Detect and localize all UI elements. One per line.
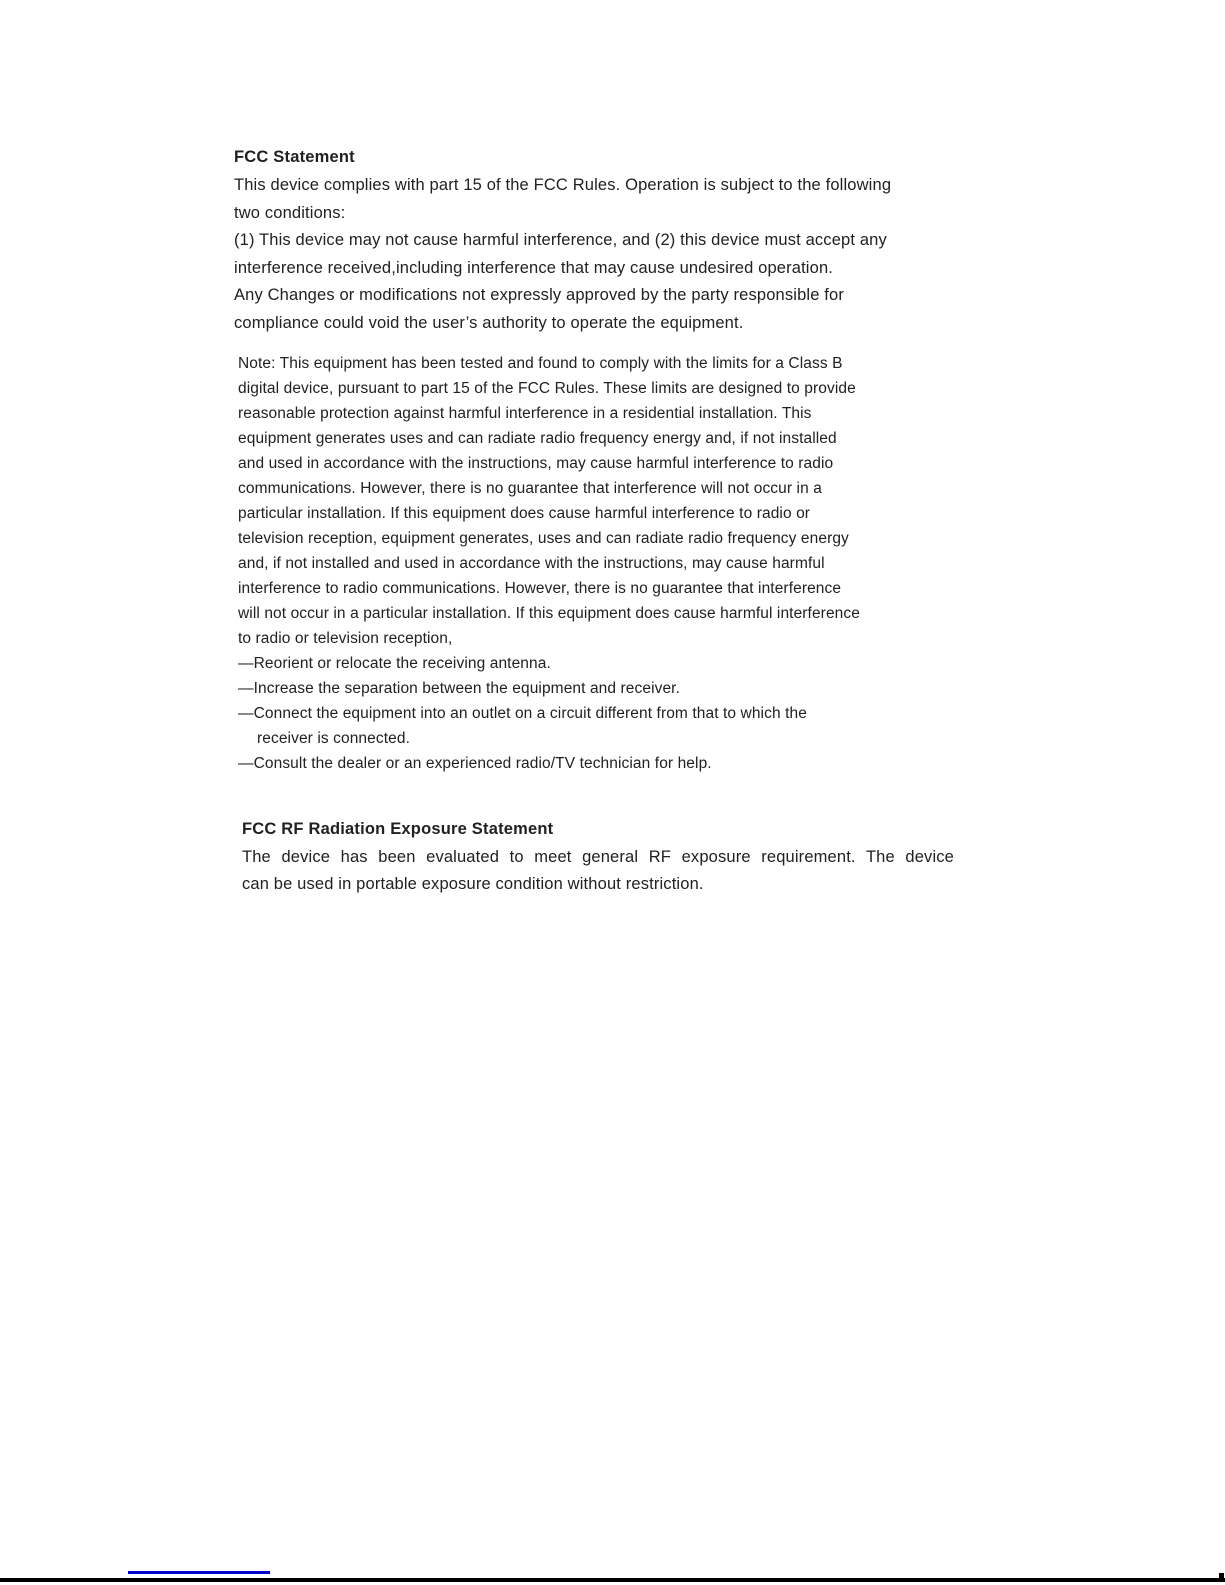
intro-line: This device complies with part 15 of the FCC Rules. Operation is subject to the following	[234, 176, 892, 194]
intro-line: two conditions:	[234, 203, 346, 222]
intro-line: (1) This device may not cause harmful interference, and (2) this device must accept any	[234, 231, 887, 249]
note-line: interference to radio communications. However, there is no guarantee that interference	[238, 580, 842, 597]
remedy-item-continuation: receiver is connected.	[257, 730, 410, 747]
note-line: digital device, pursuant to part 15 of the FCC Rules. These limits are designed to provide	[238, 380, 856, 397]
note-line: television reception, equipment generates, uses and can radiate radio frequency energy	[238, 530, 849, 547]
fcc-statement-heading: FCC Statement	[234, 148, 355, 166]
remedy-item: —Consult the dealer or an experienced radio/TV technician for help.	[238, 755, 712, 772]
note-line: and, if not installed and used in accordance with the instructions, may cause harmful	[238, 555, 825, 572]
interference-remedies-list	[238, 651, 994, 776]
note-line: to radio or television reception,	[238, 630, 453, 647]
rf-body-line: The device has been evaluated to meet general RF exposure requirement. The device	[242, 848, 954, 866]
note-line: equipment generates uses and can radiate radio frequency energy and, if not installed	[238, 430, 837, 447]
note-line: Note: This equipment has been tested and found to comply with the limits for a Class B	[238, 355, 843, 372]
footer-blue-rule	[128, 1571, 270, 1574]
rf-body-line: can be used in portable exposure condition without restriction.	[242, 875, 704, 893]
intro-line: Any Changes or modifications not expressly approved by the party responsible for	[234, 286, 844, 304]
remedy-item: —Connect the equipment into an outlet on a circuit different from that to which the	[238, 705, 807, 722]
remedy-item: —Reorient or relocate the receiving antenna.	[238, 655, 551, 672]
note-line: and used in accordance with the instructions, may cause harmful interference to radio	[238, 455, 834, 472]
fcc-statement-intro	[234, 172, 994, 337]
rf-exposure-body	[242, 844, 954, 898]
note-line: particular installation. If this equipment does cause harmful interference to radio or	[238, 505, 811, 522]
class-b-note	[238, 351, 994, 651]
intro-line: compliance could void the user’s authority to operate the equipment.	[234, 313, 744, 332]
note-line: communications. However, there is no guarantee that interference will not occur in a	[238, 480, 822, 497]
rf-exposure-heading: FCC RF Radiation Exposure Statement	[242, 820, 554, 838]
rf-exposure-section	[242, 818, 994, 898]
page-bottom-corner-tick	[1219, 1573, 1224, 1582]
note-line: reasonable protection against harmful interference in a residential installation. This	[238, 405, 812, 422]
intro-line: interference received,including interference that may cause undesired operation.	[234, 258, 834, 277]
fcc-statement-section	[234, 145, 994, 898]
remedy-item: —Increase the separation between the equipment and receiver.	[238, 680, 680, 697]
note-line: will not occur in a particular installation. If this equipment does cause harmful interference	[238, 605, 860, 622]
page-bottom-edge	[0, 1578, 1225, 1582]
